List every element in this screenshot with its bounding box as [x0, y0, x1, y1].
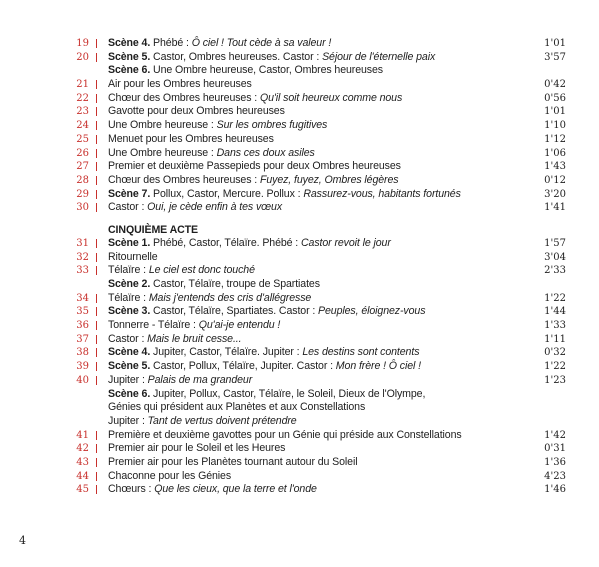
track-title	[108, 251, 158, 265]
track-number: 37	[76, 333, 89, 345]
scene-row	[0, 415, 599, 429]
track-duration: 1'42	[544, 429, 566, 441]
lyric-incipit: Mais le bruit cesse...	[147, 332, 242, 345]
track-row	[0, 483, 599, 497]
scene-row	[0, 278, 599, 292]
title-text: Pollux, Castor, Mercure. Pollux :	[150, 187, 304, 200]
track-separator	[96, 135, 101, 144]
track-title	[108, 483, 317, 497]
track-number: 35	[76, 306, 89, 318]
title-text: Chaconne pour les Génies	[108, 469, 232, 482]
track-separator	[96, 162, 101, 171]
track-title	[108, 147, 315, 161]
track-separator	[96, 348, 101, 357]
title-text: Castor, Pollux, Télaïre, Jupiter. Castor :	[150, 360, 336, 373]
track-title	[108, 78, 252, 92]
title-text: Chœur des Ombres heureuses :	[108, 173, 260, 186]
track-title	[108, 415, 297, 429]
track-separator	[96, 190, 101, 199]
track-number: 29	[76, 188, 89, 200]
track-separator	[96, 335, 101, 344]
track-number: 26	[76, 147, 89, 159]
track-duration: 1'12	[544, 133, 566, 145]
track-title	[108, 64, 383, 78]
track-title	[108, 105, 285, 119]
track-title	[108, 442, 285, 456]
lyric-incipit: Les destins sont contents	[302, 346, 420, 359]
track-separator	[96, 94, 101, 103]
scene-label: Scène 2.	[108, 278, 151, 290]
track-duration: 1'10	[544, 120, 566, 132]
lyric-incipit: Sur les ombres fugitives	[216, 119, 328, 132]
track-title	[108, 388, 425, 402]
title-text: Ritournelle	[108, 250, 158, 263]
track-duration: 1'22	[544, 292, 566, 304]
track-row	[0, 51, 599, 65]
track-duration: 1'46	[544, 484, 566, 496]
title-text: Jupiter, Pollux, Castor, Télaïre, le Soleil, Dieux de l'Olympe,	[150, 387, 426, 400]
title-text: Une Ombre heureuse :	[108, 146, 217, 159]
track-number: 43	[76, 456, 89, 468]
track-row	[0, 188, 599, 202]
track-number: 28	[76, 174, 89, 186]
title-text: Chœur des Ombres heureuses :	[108, 91, 260, 104]
track-number: 22	[76, 92, 89, 104]
track-title	[108, 429, 462, 443]
track-number: 24	[76, 120, 89, 132]
track-number: 36	[76, 320, 89, 332]
track-separator	[96, 431, 101, 440]
track-row	[0, 470, 599, 484]
title-text: Premier air pour le Soleil et les Heures	[108, 442, 286, 455]
track-separator	[96, 80, 101, 89]
title-text: Une Ombre heureuse :	[108, 119, 217, 132]
track-list	[0, 37, 599, 497]
track-title	[108, 133, 274, 147]
track-duration: 3'57	[544, 51, 566, 63]
track-duration: 0'56	[544, 92, 566, 104]
lyric-incipit: Le ciel est donc touché	[148, 264, 255, 277]
lyric-incipit: Qu'ai-je entendu !	[198, 319, 281, 332]
lyric-incipit: Castor revoit le jour	[301, 236, 391, 249]
track-title	[108, 333, 242, 347]
act-heading-text: CINQUIÈME ACTE	[108, 223, 199, 236]
track-row	[0, 105, 599, 119]
title-text: Castor, Télaïre, troupe de Spartiates	[150, 278, 320, 290]
scene-row	[0, 401, 599, 415]
track-number: 34	[76, 292, 89, 304]
act-heading	[0, 215, 599, 237]
track-number: 21	[76, 79, 89, 91]
title-text: Jupiter, Castor, Télaïre. Jupiter :	[150, 346, 303, 359]
title-text: Télaïre :	[108, 291, 149, 304]
track-duration: 2'33	[544, 265, 566, 277]
title-text: Castor, Télaïre, Spartiates. Castor :	[150, 305, 319, 318]
track-separator	[96, 444, 101, 453]
track-row	[0, 119, 599, 133]
track-title	[108, 51, 435, 65]
track-duration: 3'20	[544, 188, 566, 200]
title-text: Une Ombre heureuse, Castor, Ombres heureuses	[150, 64, 383, 77]
scene-label: Scène 3.	[108, 305, 151, 318]
track-number: 39	[76, 361, 89, 373]
lyric-incipit: Fuyez, fuyez, Ombres légères	[259, 173, 399, 186]
track-duration: 1'23	[544, 374, 566, 386]
track-separator	[96, 266, 101, 275]
track-row	[0, 429, 599, 443]
track-title	[108, 37, 331, 51]
title-text: Chœurs :	[108, 483, 155, 496]
lyric-incipit: Tant de vertus doivent prétendre	[147, 414, 297, 427]
track-duration: 1'01	[544, 38, 566, 49]
title-text: Tonnerre - Télaïre :	[108, 319, 199, 332]
title-text: Jupiter :	[108, 373, 148, 386]
track-separator	[96, 107, 101, 116]
track-title	[108, 278, 320, 292]
track-number: 31	[76, 237, 89, 249]
lyric-incipit: Ô ciel ! Tout cède à sa valeur !	[191, 37, 332, 49]
scene-label: Scène 4.	[108, 346, 151, 359]
scene-label: Scène 6.	[108, 387, 151, 400]
track-separator	[96, 321, 101, 330]
track-separator	[96, 53, 101, 62]
track-duration: 1'57	[544, 237, 566, 249]
track-number: 41	[76, 429, 89, 441]
track-title	[108, 374, 252, 388]
track-row	[0, 292, 599, 306]
track-duration: 1'41	[544, 202, 566, 214]
track-row	[0, 78, 599, 92]
scene-label: Scène 5.	[108, 360, 151, 373]
track-separator	[96, 176, 101, 185]
track-separator	[96, 294, 101, 303]
track-title	[108, 456, 357, 470]
track-row	[0, 264, 599, 278]
title-text: Télaïre :	[108, 264, 149, 277]
title-text: Gavotte pour deux Ombres heureuses	[108, 105, 285, 118]
track-duration: 0'42	[544, 79, 566, 91]
title-text: Phébé :	[150, 37, 192, 49]
track-row	[0, 92, 599, 106]
track-row	[0, 251, 599, 265]
track-row	[0, 319, 599, 333]
track-row	[0, 374, 599, 388]
track-number: 42	[76, 443, 89, 455]
lyric-incipit: Rassurez-vous, habitants fortunés	[303, 187, 461, 200]
track-duration: 1'44	[544, 306, 566, 318]
track-duration: 1'36	[544, 456, 566, 468]
track-row	[0, 237, 599, 251]
track-row	[0, 201, 599, 215]
track-row	[0, 147, 599, 161]
track-row	[0, 360, 599, 374]
track-separator	[96, 203, 101, 212]
track-number: 45	[76, 484, 89, 496]
lyric-incipit: Qu'il soit heureux comme nous	[259, 91, 403, 104]
track-duration: 0'31	[544, 443, 566, 455]
page-number: 4	[19, 534, 26, 547]
title-text: Castor :	[108, 201, 148, 214]
scene-label: Scène 7.	[108, 187, 151, 200]
track-duration: 0'32	[544, 347, 566, 359]
title-text: Génies qui président aux Planètes et aux Constellations	[108, 401, 366, 414]
track-row	[0, 456, 599, 470]
track-title	[108, 201, 282, 215]
track-duration: 1'06	[544, 147, 566, 159]
scene-label: Scène 6.	[108, 64, 151, 77]
lyric-incipit: Oui, je cède enfin à tes vœux	[147, 201, 283, 214]
track-title	[108, 360, 421, 374]
track-number: 27	[76, 161, 89, 173]
track-title	[108, 92, 402, 106]
scene-row	[0, 64, 599, 78]
track-duration: 3'04	[544, 251, 566, 263]
scene-label: Scène 5.	[108, 50, 151, 63]
title-text: Menuet pour les Ombres heureuses	[108, 132, 274, 145]
lyric-incipit: Mon frère ! Ô ciel !	[335, 360, 421, 373]
track-number: 33	[76, 265, 89, 277]
track-title	[108, 319, 280, 333]
track-number: 19	[76, 38, 89, 49]
track-separator	[96, 485, 101, 494]
lyric-incipit: Séjour de l'éternelle paix	[322, 50, 436, 63]
track-title	[108, 470, 231, 484]
track-number: 44	[76, 470, 89, 482]
track-title	[108, 264, 255, 278]
track-separator	[96, 362, 101, 371]
track-title	[108, 188, 461, 202]
track-duration: 0'12	[544, 174, 566, 186]
track-separator	[96, 458, 101, 467]
track-row	[0, 174, 599, 188]
track-row	[0, 160, 599, 174]
track-number: 20	[76, 51, 89, 63]
lyric-incipit: Dans ces doux asiles	[216, 146, 315, 159]
track-separator	[96, 307, 101, 316]
track-separator	[96, 253, 101, 262]
track-title	[108, 292, 311, 306]
track-title	[108, 305, 425, 319]
track-row	[0, 442, 599, 456]
scene-label: Scène 4.	[108, 37, 151, 49]
lyric-incipit: Mais j'entends des cris d'allégresse	[148, 291, 312, 304]
title-text: Phébé, Castor, Télaïre. Phébé :	[150, 236, 301, 249]
scene-label: Scène 1.	[108, 236, 151, 249]
lyric-incipit: Palais de ma grandeur	[147, 373, 253, 386]
track-title	[108, 346, 419, 360]
title-text: Premier air pour les Planètes tournant autour du Soleil	[108, 455, 358, 468]
title-text: Castor :	[108, 332, 148, 345]
title-text: Premier et deuxième Passepieds pour deux Ombres heureuses	[108, 160, 401, 173]
track-number: 23	[76, 106, 89, 118]
scene-row	[0, 388, 599, 402]
track-number: 40	[76, 374, 89, 386]
track-duration: 1'11	[544, 333, 566, 345]
track-duration: 1'43	[544, 161, 566, 173]
track-row	[0, 133, 599, 147]
track-separator	[96, 39, 101, 48]
track-separator	[96, 472, 101, 481]
track-duration: 1'01	[544, 106, 566, 118]
track-row	[0, 346, 599, 360]
track-title	[108, 119, 327, 133]
track-separator	[96, 239, 101, 248]
title-text: Castor, Ombres heureuses. Castor :	[150, 50, 323, 63]
title-text: Air pour les Ombres heureuses	[108, 78, 252, 91]
track-row	[0, 333, 599, 347]
lyric-incipit: Que les cieux, que la terre et l'onde	[154, 483, 317, 496]
track-title	[108, 160, 401, 174]
track-duration: 1'22	[544, 361, 566, 373]
track-row	[0, 305, 599, 319]
track-number: 25	[76, 133, 89, 145]
track-title	[108, 401, 365, 415]
track-separator	[96, 149, 101, 158]
title-text: Jupiter :	[108, 414, 148, 427]
title-text: Première et deuxième gavottes pour un Génie qui préside aux Constellations	[108, 428, 462, 441]
track-number: 30	[76, 202, 89, 214]
track-title	[108, 174, 398, 188]
track-number: 32	[76, 251, 89, 263]
track-separator	[96, 376, 101, 385]
track-title	[108, 237, 391, 251]
track-separator	[96, 121, 101, 130]
track-row	[0, 37, 599, 51]
lyric-incipit: Peuples, éloignez-vous	[318, 305, 426, 318]
track-duration: 1'33	[544, 320, 566, 332]
track-number: 38	[76, 347, 89, 359]
track-duration: 4'23	[544, 470, 566, 482]
